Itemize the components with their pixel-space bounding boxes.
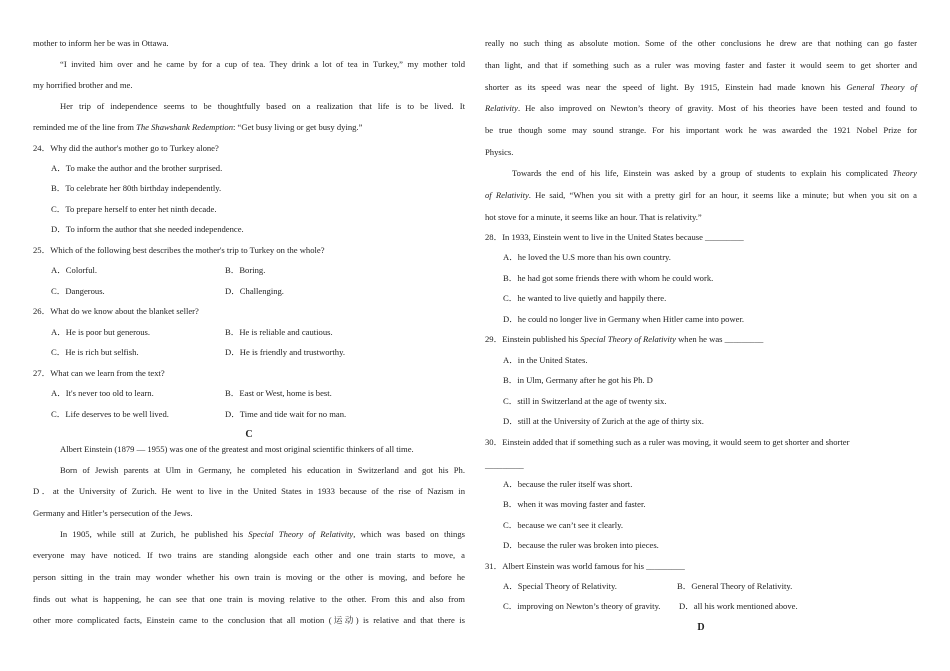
paragraph-line: Towards the end of his life, Einstein was asked by a group of students to explain his complicated Theory <box>512 168 917 178</box>
question-26-option-a[interactable]: A．He is poor but generous. <box>51 327 151 337</box>
paragraph-line: person sitting in the train may wonder whether his own train is moving or the other is moving, and before he <box>33 572 465 582</box>
paragraph-line: Albert Einstein (1879 — 1955) was one of the greatest and most original scientific thinkers of all time. <box>60 444 414 454</box>
question-30-option-a[interactable]: A．because the ruler itself was short. <box>503 479 633 489</box>
question-30-option-c[interactable]: C．because we can’t see it clearly. <box>503 520 624 530</box>
right-column <box>485 0 917 671</box>
question-24-option-a[interactable]: A．To make the author and the brother surprised. <box>51 163 223 173</box>
theory-title: Special Theory of Relativity <box>580 334 676 344</box>
question-28-stem: 28．In 1933, Einstein went to live in the United States because _________ <box>485 232 744 242</box>
paragraph-line: be true though some may sound strange. For his important work he was awarded the 1921 Nobel Prize for <box>485 125 917 135</box>
question-26-options-row <box>33 346 465 358</box>
theory-title: General Theory of <box>846 82 917 92</box>
question-29-option-b[interactable]: B．in Ulm, Germany after he got his Ph. D <box>503 375 653 385</box>
paragraph-line: really no such thing as absolute motion. Some of the other conclusions he drew are that nothing can go faster <box>485 38 917 48</box>
question-29-option-c[interactable]: C．still in Switzerland at the age of twenty six. <box>503 396 667 406</box>
paragraph-line: hot stove for a minute, it seems like an hour. That is relativity.” <box>485 212 702 222</box>
question-27-options-row <box>33 408 465 420</box>
question-26-option-d[interactable]: D．He is friendly and trustworthy. <box>225 347 345 357</box>
question-31-option-d[interactable]: D．all his work mentioned above. <box>679 601 798 611</box>
section-heading-d: D <box>697 622 705 633</box>
theory-title: of Relativity <box>485 190 529 200</box>
question-31-stem: 31．Albert Einstein was world famous for his _________ <box>485 561 685 571</box>
question-25-options-row <box>33 264 465 276</box>
question-31-option-c[interactable]: C．improving on Newton’s theory of gravity. <box>503 601 661 611</box>
question-31-options-row <box>485 600 917 612</box>
question-27-option-c[interactable]: C．Life deserves to be well lived. <box>51 409 169 419</box>
question-24-option-c[interactable]: C．To prepare herself to enter het ninth decade. <box>51 204 217 214</box>
question-24-stem: 24．Why did the author's mother go to Turkey alone? <box>33 143 219 153</box>
question-27-option-a[interactable]: A．It's never too old to learn. <box>51 388 154 398</box>
theory-title: Special Theory of Relativity <box>248 529 354 539</box>
question-27-options-row <box>33 387 465 399</box>
paragraph-line: than light, and that if something such as a ruler was moving faster and faster it would seem to get shorter and <box>485 60 917 70</box>
question-24-option-d[interactable]: D．To inform the author that she needed independence. <box>51 224 244 234</box>
question-24-option-b[interactable]: B．To celebrate her 80th birthday independently. <box>51 183 222 193</box>
question-31-option-b[interactable]: B．General Theory of Relativity. <box>677 581 793 591</box>
question-29-stem: 29．Einstein published his Special Theory of Relativity when he was _________ <box>485 334 764 344</box>
paragraph-line: reminded me of the line from The Shawshank Redemption: “Get busy living or get busy dying.” <box>33 122 363 132</box>
paragraph-line: everyone may have noticed. If two trains are standing alongside each other and one train starts to move, a <box>33 550 465 560</box>
paragraph-line: Physics. <box>485 147 514 157</box>
question-31-option-a[interactable]: A．Special Theory of Relativity. <box>503 581 617 591</box>
question-26-option-b[interactable]: B．He is reliable and cautious. <box>225 327 333 337</box>
question-28-option-a[interactable]: A．he loved the U.S more than his own country. <box>503 252 671 262</box>
question-30-option-d[interactable]: D．because the ruler was broken into pieces. <box>503 540 659 550</box>
question-27-stem: 27．What can we learn from the text? <box>33 368 165 378</box>
paragraph-line: other more complicated facts, Einstein came to the conclusion that all motion (运动) is relative and that there is <box>33 615 465 625</box>
question-26-option-c[interactable]: C．He is rich but selfish. <box>51 347 139 357</box>
paragraph-line: my horrified brother and me. <box>33 80 133 90</box>
question-25-options-row <box>33 285 465 297</box>
question-29-option-a[interactable]: A．in the United States. <box>503 355 588 365</box>
question-26-stem: 26．What do we know about the blanket seller? <box>33 306 199 316</box>
paragraph-line: finds out what is happening, he can see that one train is moving relative to the other. From this and also from <box>33 594 465 604</box>
question-25-option-b[interactable]: B．Boring. <box>225 265 266 275</box>
paragraph-line: Germany and Hitler’s persecution of the Jews. <box>33 508 193 518</box>
question-26-options-row <box>33 326 465 338</box>
film-title: The Shawshank Redemption <box>136 122 234 132</box>
theory-title: Relativity <box>485 103 518 113</box>
question-25-option-a[interactable]: A．Colorful. <box>51 265 98 275</box>
question-29-option-d[interactable]: D．still at the University of Zurich at the age of thirty six. <box>503 416 704 426</box>
paragraph-line: Relativity. He also improved on Newton’s theory of gravity. Most of his theories have been tested and found to <box>485 103 917 113</box>
question-28-option-c[interactable]: C．he wanted to live quietly and happily there. <box>503 293 667 303</box>
paragraph-line: Born of Jewish parents at Ulm in Germany, he completed his education in Switzerland and got his Ph. <box>60 465 465 475</box>
paragraph-line: Her trip of independence seems to be thoughtfully based on a realization that life is to be lived. It <box>60 101 465 111</box>
paragraph-line: shorter as its speed was near the speed of light. By 1915, Einstein had made known his General Theory of <box>485 82 917 92</box>
question-25-option-c[interactable]: C．Dangerous. <box>51 286 105 296</box>
paragraph-line: of Relativity. He said, “When you sit with a pretty girl for an hour, it seems like a minute; but when you sit on a <box>485 190 917 200</box>
left-column <box>33 0 465 671</box>
question-30-stem: 30．Einstein added that if something such as a ruler was moving, it would seem to get shorter and shorter <box>485 437 850 447</box>
question-27-option-d[interactable]: D．Time and tide wait for no man. <box>225 409 347 419</box>
question-28-option-b[interactable]: B．he had got some friends there with whom he could work. <box>503 273 714 283</box>
question-28-option-d[interactable]: D．he could no longer live in Germany when Hitler came into power. <box>503 314 745 324</box>
question-30-blank: _________ <box>485 460 524 470</box>
question-27-option-b[interactable]: B．East or West, home is best. <box>225 388 332 398</box>
section-heading-c: C <box>245 429 253 440</box>
theory-title: Theory <box>892 168 917 178</box>
paragraph-line: mother to inform her be was in Ottawa. <box>33 38 169 48</box>
question-31-options-row <box>485 580 917 592</box>
paragraph-line: “I invited him over and he came by for a cup of tea. They drink a lot of tea in Turkey,” my mother told <box>60 59 465 69</box>
question-25-stem: 25．Which of the following best describes the mother's trip to Turkey on the whole? <box>33 245 325 255</box>
paragraph-line: In 1905, while still at Zurich, he published his Special Theory of Relativity, which was based on things <box>60 529 465 539</box>
paragraph-line: D．at the University of Zurich. He went to live in the United States in 1933 because of the rise of Nazism in <box>33 486 465 496</box>
question-25-option-d[interactable]: D．Challenging. <box>225 286 284 296</box>
question-30-option-b[interactable]: B．when it was moving faster and faster. <box>503 499 646 509</box>
